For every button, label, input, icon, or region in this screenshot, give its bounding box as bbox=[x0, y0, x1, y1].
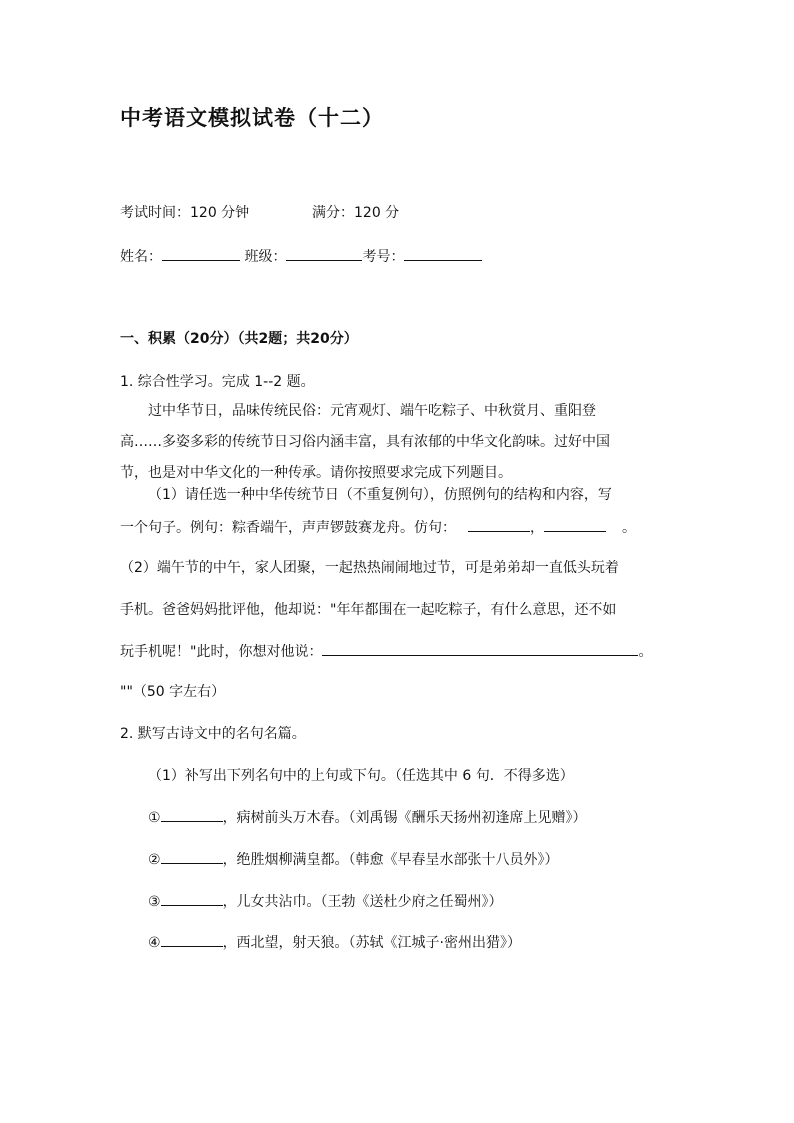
item-number: ② bbox=[148, 852, 161, 868]
q1-sub2-line-3 bbox=[120, 641, 652, 662]
q2-stem: 2. 默写古诗文中的名句名篇。 bbox=[120, 726, 306, 742]
class-blank[interactable] bbox=[286, 246, 362, 261]
poem-blank-2[interactable] bbox=[161, 849, 223, 864]
item-text: ，儿女共沾巾。（王勃《送杜少府之任蜀州》） bbox=[222, 894, 503, 910]
q1-sub2-line-2: 手机。爸爸妈妈批评他，他却说："年年都围在一起吃粽子，有什么意思，还不如 bbox=[120, 602, 617, 618]
q1-sub1-comma: ， bbox=[530, 520, 544, 536]
poem-item-4 bbox=[148, 932, 521, 953]
poem-item-3 bbox=[148, 891, 503, 912]
q1-sub1-line-1: （1）请任选一种中华传统节日（不重复例句），仿照例句的结构和内容，写 bbox=[148, 487, 612, 503]
q1-sub1-line-2 bbox=[120, 517, 636, 538]
imitation-blank-1[interactable] bbox=[468, 517, 530, 532]
item-text: ，病树前头万木春。（刘禹锡《酬乐天扬州初逢席上见赠》） bbox=[222, 810, 587, 826]
q1-sub1-end: 。 bbox=[622, 520, 636, 536]
q1-passage-line-1: 过中华节日，品味传统民俗：元宵观灯、端午吃粽子、中秋赏月、重阳登 bbox=[148, 403, 596, 419]
item-text: ，西北望，射天狼。（苏轼《江城子·密州出猎》） bbox=[222, 935, 522, 951]
imitation-blank-2[interactable] bbox=[544, 517, 606, 532]
item-number: ③ bbox=[148, 894, 161, 910]
exam-full-score: 满分：120 分 bbox=[312, 205, 400, 221]
number-blank[interactable] bbox=[404, 246, 482, 261]
exam-time: 考试时间：120 分钟 bbox=[120, 205, 250, 221]
poem-item-1 bbox=[148, 807, 587, 828]
q1-sub2-word-limit: ""（50 字左右） bbox=[120, 684, 226, 700]
q2-instruction: （1）补写出下列名句中的上句或下句。（任选其中 6 句．不得多选） bbox=[148, 768, 574, 784]
q1-stem: 1. 综合性学习。完成 1--2 题。 bbox=[120, 374, 315, 390]
name-label: 姓名： bbox=[120, 249, 162, 265]
q1-passage-line-2: 高……多姿多彩的传统节日习俗内涵丰富，具有浓郁的中华文化韵味。过好中国 bbox=[120, 434, 610, 450]
q1-passage-line-3: 节，也是对中华文化的一种传承。请你按照要求完成下列题目。 bbox=[120, 465, 512, 481]
q1-sub2-text: 玩手机呢！"此时，你想对他说： bbox=[120, 644, 323, 660]
poem-blank-3[interactable] bbox=[161, 891, 223, 906]
class-label: 班级： bbox=[244, 249, 287, 265]
item-number: ④ bbox=[148, 935, 161, 951]
number-label: 考号： bbox=[362, 249, 405, 265]
name-blank[interactable] bbox=[162, 246, 240, 261]
poem-item-2 bbox=[148, 849, 559, 870]
section-heading: 一、积累（20分）（共2题；共20分） bbox=[120, 331, 358, 347]
q1-sub2-end: 。 bbox=[638, 644, 653, 660]
poem-blank-1[interactable] bbox=[161, 807, 223, 822]
student-info-row bbox=[120, 246, 482, 267]
reply-blank[interactable] bbox=[322, 641, 638, 656]
item-number: ① bbox=[148, 810, 161, 826]
q1-sub1-text: 一个句子。例句：粽香端午，声声锣鼓赛龙舟。仿句： bbox=[120, 520, 456, 536]
item-text: ，绝胜烟柳满皇都。（韩愈《早春呈水部张十八员外》） bbox=[222, 852, 559, 868]
page-title: 中考语文模拟试卷（十二） bbox=[120, 106, 384, 130]
poem-blank-4[interactable] bbox=[161, 932, 223, 947]
q1-sub2-line-1: （2）端午节的中午，家人团聚，一起热热闹闹地过节，可是弟弟却一直低头玩着 bbox=[120, 560, 619, 576]
